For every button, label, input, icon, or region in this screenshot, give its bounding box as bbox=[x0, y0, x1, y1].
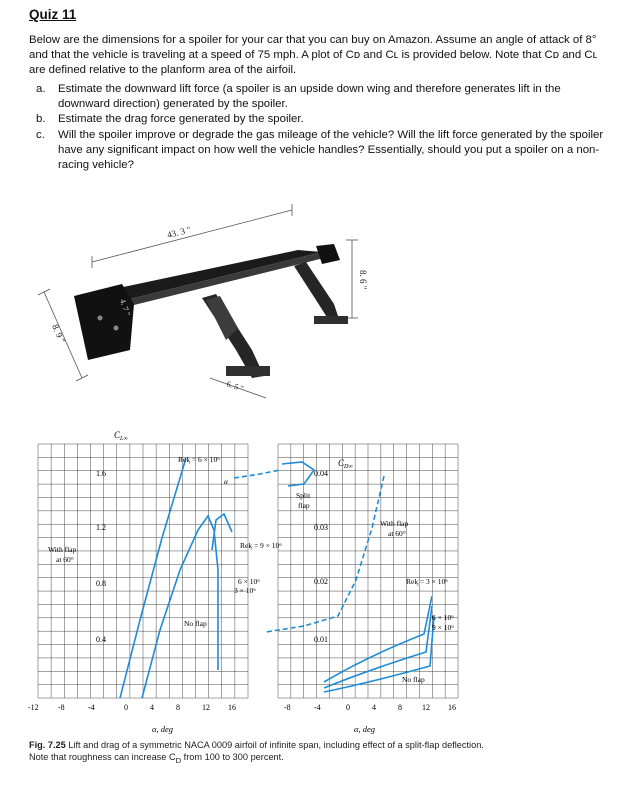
alpha-label: α bbox=[224, 477, 228, 486]
cl-axis-label: $C_{L\infty}$ bbox=[114, 430, 128, 442]
cl-tick: 0.4 bbox=[96, 635, 106, 644]
question-text: Estimate the drag force generated by the spoiler. bbox=[58, 113, 304, 126]
spoiler-image bbox=[30, 200, 390, 415]
re-9e6-label: Reᶄ = 9 × 10⁶ bbox=[240, 541, 282, 550]
re-3e6-label: Reᶄ = 3 × 10⁶ bbox=[406, 577, 448, 586]
mount-right bbox=[294, 262, 348, 324]
caption-line-1 bbox=[29, 740, 619, 752]
x-axis-label-right: α, deg bbox=[354, 724, 375, 734]
x-ticks-left bbox=[28, 703, 236, 712]
question-letter: c. bbox=[36, 128, 45, 141]
lift-drag-graph bbox=[28, 420, 468, 738]
x-tick: -8 bbox=[284, 703, 291, 712]
with-flap-cd-label: With flap bbox=[380, 519, 409, 528]
quiz-title: Quiz 11 bbox=[29, 7, 77, 22]
cd-6e6-label: 6 × 10⁶ bbox=[432, 613, 454, 622]
x-tick: -12 bbox=[28, 703, 39, 712]
x-tick: -8 bbox=[58, 703, 65, 712]
caption-line-2: Note that roughness can increase $C_D$ from 100 to 300 percent. bbox=[29, 751, 284, 765]
x-tick: 8 bbox=[398, 703, 402, 712]
cd-axis-label: $C_{D\infty}$ bbox=[338, 458, 353, 470]
graph-annotations bbox=[48, 455, 454, 684]
span-label: 43. 3 " bbox=[166, 224, 192, 240]
question-list bbox=[36, 82, 606, 173]
base-label: 6. 5 " bbox=[225, 379, 245, 394]
cl-tick: 1.6 bbox=[96, 469, 106, 478]
x-tick: -4 bbox=[88, 703, 95, 712]
cd-tick: 0.01 bbox=[314, 635, 328, 644]
figure-number: Fig. 7.25 bbox=[29, 740, 66, 750]
x-tick: 16 bbox=[448, 703, 456, 712]
question-letter: b. bbox=[36, 113, 46, 126]
cd-tick: 0.03 bbox=[314, 523, 328, 532]
re-3e6-small-label: 3 × 10⁶ bbox=[234, 586, 256, 595]
x-tick: 16 bbox=[228, 703, 236, 712]
no-flap-label: No flap bbox=[184, 619, 207, 628]
quiz-intro: Below are the dimensions for a spoiler for your car that you can buy on Amazon. Assume an angle of attack of 8° and that the vehicle is traveling at a speed of 75 mph. A plot of Cᴅ and Cʟ is provided below. Note that Cᴅ and Cʟ are defined relative to the planform area of the airfoil. bbox=[29, 34, 598, 77]
question-a bbox=[36, 82, 606, 112]
no-flap-cd-label: No flap bbox=[402, 675, 425, 684]
x-tick: 4 bbox=[372, 703, 376, 712]
x-tick: 12 bbox=[422, 703, 430, 712]
with-flap-label: With flap bbox=[48, 545, 77, 554]
mount-left bbox=[202, 294, 270, 378]
cl-grid bbox=[38, 444, 248, 698]
x-axis-label-left: α, deg bbox=[152, 724, 173, 734]
x-tick: 0 bbox=[346, 703, 350, 712]
height-label: 8. 6 " bbox=[358, 270, 368, 290]
split-label: Split bbox=[296, 491, 311, 500]
x-tick: 0 bbox=[124, 703, 128, 712]
question-b bbox=[36, 112, 606, 127]
caption-text: Lift and drag of a symmetric NACA 0009 airfoil of infinite span, including effect of a split-flap deflection. bbox=[68, 740, 484, 750]
question-c bbox=[36, 128, 606, 174]
question-letter: a. bbox=[36, 83, 46, 95]
cl-tick: 1.2 bbox=[96, 523, 106, 532]
at-60-cd-label: at 60° bbox=[388, 529, 406, 538]
height-dimension bbox=[346, 240, 358, 318]
question-text: Will the spoiler improve or degrade the gas mileage of the vehicle? Will the lift force generated by the spoiler have any significant impact on how well the vehicle handles? Essentially, should you put a spoiler on a non-racing vehicle? bbox=[58, 128, 604, 172]
x-tick: 4 bbox=[150, 703, 154, 712]
re-6e6-small-label: 6 × 10⁶ bbox=[238, 577, 260, 586]
re-6e6-label: Reᶄ = 6 × 10⁶ bbox=[178, 455, 220, 464]
flap-label: flap bbox=[298, 501, 310, 510]
x-ticks-right bbox=[284, 703, 456, 712]
cd-tick: 0.02 bbox=[314, 577, 328, 586]
at-60-label: at 60° bbox=[56, 555, 74, 564]
figure-caption bbox=[29, 740, 619, 766]
x-tick: 12 bbox=[202, 703, 210, 712]
x-tick: 8 bbox=[176, 703, 180, 712]
chord-label: 4. 7 " bbox=[118, 297, 132, 318]
cd-tick: 0.04 bbox=[314, 469, 328, 478]
x-tick: -4 bbox=[314, 703, 321, 712]
question-text: Estimate the downward lift force (a spoiler is an upside down wing and therefore generates lift in the downward direction) generated by the spoiler. bbox=[58, 83, 561, 111]
endplate-label: 8. 9 " bbox=[50, 322, 68, 345]
cd-9e6-label: 9 × 10⁶ bbox=[432, 623, 454, 632]
cl-tick: 0.8 bbox=[96, 579, 106, 588]
